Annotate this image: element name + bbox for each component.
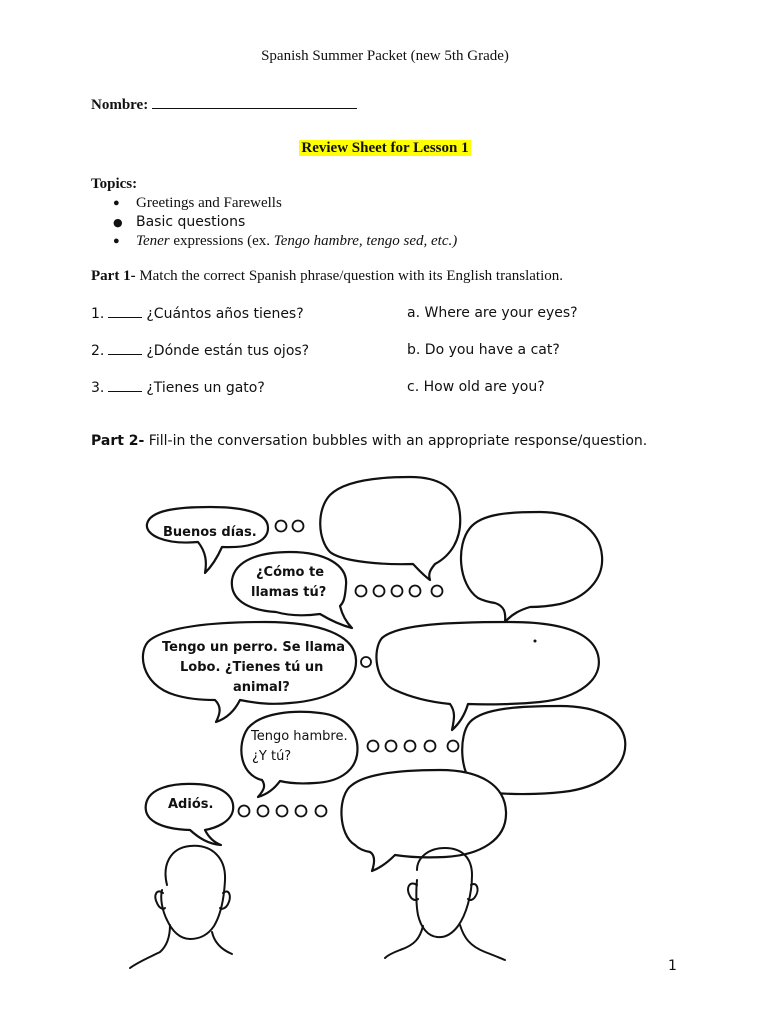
list-item: ● Basic questions	[113, 213, 457, 232]
bubble-text-hambre-1: Tengo hambre.	[251, 729, 348, 744]
name-label: Nombre:	[91, 97, 149, 113]
answer-option-c: c. How old are you?	[407, 379, 545, 395]
review-title: Review Sheet for Lesson 1	[301, 140, 469, 156]
list-item: ● Tener expressions (ex. Tengo hambre, tengo sed, etc.)	[113, 232, 457, 251]
question-1: 1. ¿Cuántos años tienes?	[91, 306, 304, 322]
right-person-outline	[385, 848, 505, 960]
part1-instruction: Part 1- Match the correct Spanish phrase/question with its English translation.	[91, 268, 563, 284]
part2-instruction: Part 2- Fill-in the conversation bubbles with an appropriate response/question.	[91, 433, 648, 449]
left-person-outline	[130, 846, 232, 968]
page-number: 1	[668, 958, 677, 974]
empty-response-bubble-2	[461, 512, 602, 622]
speech-bubble-adios	[146, 784, 234, 845]
list-item: ● Greetings and Farewells	[113, 194, 457, 213]
answer-option-a: a. Where are your eyes?	[407, 305, 578, 321]
bubble-text-hambre-2: ¿Y tú?	[252, 749, 292, 764]
question-3: 3. ¿Tienes un gato?	[91, 380, 265, 396]
bubble-text-adios: Adiós.	[168, 797, 214, 812]
bubble-text-perro-2: Lobo. ¿Tienes tú un	[180, 660, 324, 675]
answer-option-b: b. Do you have a cat?	[407, 342, 560, 358]
question-2: 2. ¿Dónde están tus ojos?	[91, 343, 310, 359]
bubble-text-llamas-tu: llamas tú?	[251, 585, 327, 600]
bubble-text-como-te: ¿Cómo te	[256, 565, 325, 580]
topics-label: Topics:	[91, 176, 138, 192]
bubble-text-buenos-dias: Buenos días.	[163, 525, 257, 540]
bubble-text-perro-1: Tengo un perro. Se llama	[162, 640, 346, 655]
bubble-text-perro-3: animal?	[233, 680, 290, 695]
page-header: Spanish Summer Packet (new 5th Grade)	[261, 48, 509, 64]
empty-response-bubble-1	[320, 477, 460, 580]
